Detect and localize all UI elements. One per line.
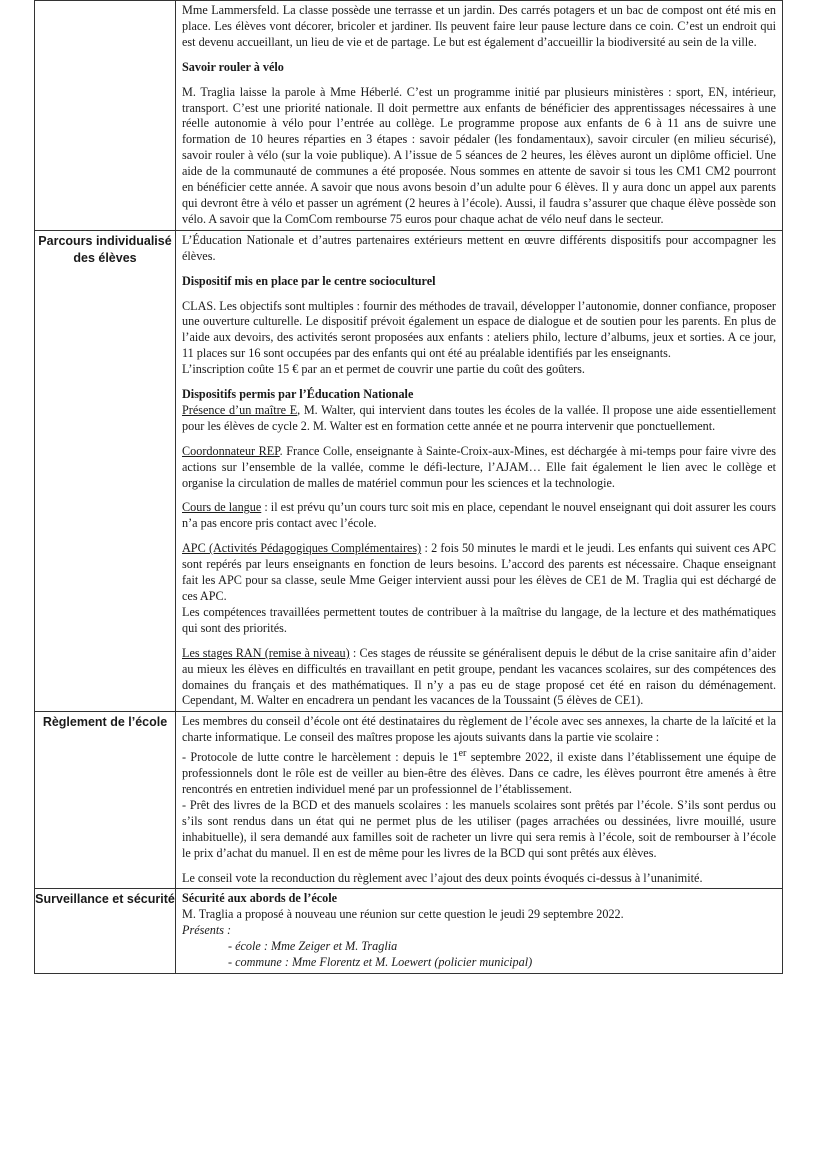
- paragraph: Les compétences travaillées permettent toutes de contribuer à la maîtrise du langage, de la lecture et des mathématiques qui sont des priorités.: [182, 604, 776, 635]
- paragraph: [182, 500, 776, 532]
- table-row: [35, 1, 783, 231]
- paragraph: [182, 403, 776, 435]
- paragraph: L’Éducation Nationale et d’autres partenaires extérieurs mettent en œuvre différents dispositifs pour accompagner les élèves.: [182, 232, 776, 263]
- section-heading: Dispositif mis en place par le centre socioculturel: [182, 273, 436, 288]
- paragraph-text: : Ces stages de réussite se généralisent depuis le début de la crise sanitaire afin d’aider au mieux les élèves en difficultés en travaillant en petit groupe, pendant les vacances scolaires, sur des compétences des domaines du français et des mathématiques. Il n’y a pas eu de stage proposé cet été en raison du déménagement. Cependant, M. Walter en encadrera un pendant les vacances de la Toussaint (5 élèves de CE1).: [182, 645, 776, 708]
- section-label: Règlement de l’école: [35, 712, 176, 889]
- paragraph: L’inscription coûte 15 € par an et permet de couvrir une partie du coût des goûters.: [182, 362, 585, 377]
- superscript: er: [458, 748, 467, 760]
- paragraph-text: , M. Walter, qui intervient dans toutes les écoles de la vallée. Il propose une aide essentiellement pour les élèves de cycle 2. M. Walter est en formation cette année et ne pourra intervenir que ponctuellement.: [182, 402, 776, 433]
- table-row: [35, 712, 783, 889]
- paragraph-text: - Protocole de lutte contre le harcèlement : depuis le 1: [182, 750, 459, 765]
- section-label: Surveillance et sécurité: [35, 889, 176, 974]
- italic-line: - école : Mme Zeiger et M. Traglia: [228, 939, 398, 954]
- paragraph: [182, 646, 776, 710]
- section-content: [176, 712, 783, 889]
- minutes-table: [34, 0, 783, 974]
- paragraph-text: : 2 fois 50 minutes le mardi et le jeudi. Les enfants qui suivent ces APC sont repérés par leurs enseignants en fonction de leurs besoins. L’accord des parents est nécessaire. Chaque enseignant fait les APC pour sa classe, seule Mme Geiger intervient aussi pour les élèves de CE1 de M. Traglia qui est déchargé de ces APC.: [182, 541, 776, 603]
- paragraph: M. Traglia a proposé à nouveau une réunion sur cette question le jeudi 29 septembre 2022.: [182, 907, 624, 922]
- section-label: Parcours individualisé des élèves: [35, 230, 176, 712]
- underlined-term: APC (Activités Pédagogiques Complémentaires): [182, 541, 422, 556]
- paragraph: [182, 746, 776, 798]
- paragraph: M. Traglia laisse la parole à Mme Héberlé. C’est un programme initié par plusieurs ministères : sport, EN, intérieur, transport. C’est une priorité nationale. Il doit permettre aux enfants de bénéficier des apprentissages nécessaires à une réelle autonomie à vélo pour l’entrée au collège. Le programme propose aux enfants de 6 à 11 ans de suivre une formation de 10 heures réparties en 3 étapes : savoir pédaler (les fondamentaux), savoir circuler (en milieu sécurisé), savoir rouler à vélo (sur la voie publique). A l’issue de 5 séances de 2 heures, les élèves auront un diplôme officiel. Une aide de la communauté de communes a été proposée. Nous sommes en attente de savoir si tous les CM1 CM2 pourront en bénéficier cette année. A savoir que nous avons besoin d’un adulte pour 6 élèves. Il y aura donc un appel aux parents qui devront être à vélo et passer un agrément (2 heures à l’école). Aussi, il faudra s’assurer que chaque élève possède son vélo. A savoir que la ComCom rembourse 75 euros pour chaque achat de vélo neuf dans le secteur.: [182, 84, 776, 226]
- underlined-term: Coordonnateur REP: [182, 443, 280, 458]
- underlined-term: Les stages RAN (remise à niveau): [182, 645, 350, 660]
- paragraph: [182, 444, 776, 492]
- table-row: [35, 889, 783, 974]
- paragraph: Mme Lammersfeld. La classe possède une terrasse et un jardin. Des carrés potagers et un bac de compost ont été mis en place. Les élèves vont décorer, bricoler et jardiner. Ils peuvent faire leur pause lecture dans ce coin. C’est un endroit qui est devenu accueillant, un lieu de vie et de partage. Le but est également d’accueillir la biodiversité au sein de la ville.: [182, 3, 776, 49]
- section-label: [35, 1, 176, 231]
- italic-line: - commune : Mme Florentz et M. Loewert (policier municipal): [228, 955, 533, 970]
- italic-line: Présents :: [182, 923, 232, 938]
- paragraph-text: : il est prévu qu’un cours turc soit mis en place, cependant le nouvel enseignant qui doit assurer les cours n’a pas encore pris contact avec l’école.: [182, 500, 776, 531]
- paragraph-text: septembre 2022, il existe dans l’établissement une équipe de professionnels dont le rôle est de veiller au bien-être des élèves. Dans ce cadre, les élèves pourront être amenés à être rencontrés en entretien individuel mené par un professionnel de l’établissement.: [182, 750, 776, 797]
- section-heading: Dispositifs permis par l’Éducation Nationale: [182, 387, 414, 402]
- section-heading: Savoir rouler à vélo: [182, 59, 284, 74]
- paragraph: Le conseil vote la reconduction du règlement avec l’ajout des deux points évoqués ci-dessus à l’unanimité.: [182, 870, 703, 885]
- paragraph: CLAS. Les objectifs sont multiples : fournir des méthodes de travail, développer l’autonomie, donner confiance, proposer une ouverture culturelle. Le dispositif prévoit également un espace de dialogue et de soutien pour les parents. En plus de l’aide aux devoirs, des activités seront proposées aux enfants : ateliers philo, lecture d’albums, jeux et sorties. A ce jour, 11 places sur 16 sont occupées par des enfants qui ont été au préalable identifiés par les enseignants.: [182, 298, 776, 361]
- paragraph: [182, 541, 776, 605]
- paragraph: - Prêt des livres de la BCD et des manuels scolaires : les manuels scolaires sont prêtés par l’école. S’ils sont perdus ou s’ils sont rendus dans un état qui ne permet plus de les utiliser (pages arrachées ou dessinées, livre mouillé, usure inhabituelle), il sera demandé aux familles soit de racheter un livre qui sera remis à l’école, soit de rembourser à l’école le prix d’achat du manuel. Il en est de même pour les livres de la BCD qui sont prêtés aux élèves.: [182, 797, 776, 860]
- underlined-term: Cours de langue: [182, 500, 262, 515]
- section-content: [176, 1, 783, 231]
- section-heading: Sécurité aux abords de l’école: [182, 891, 338, 906]
- paragraph-text: . France Colle, enseignante à Sainte-Croix-aux-Mines, est déchargée à mi-temps pour faire vivre des actions sur l’ensemble de la vallée, comme le défi-lecture, l’AJAM… Elle fait également le lien avec le collège et organise la circulation de malles de matériel commun pour les sciences et la technologie.: [182, 443, 776, 490]
- table-row: [35, 230, 783, 712]
- section-content: [176, 230, 783, 712]
- underlined-term: Présence d’un maître E: [182, 402, 298, 417]
- minutes-page: [34, 0, 783, 974]
- paragraph: Les membres du conseil d’école ont été destinataires du règlement de l’école avec ses annexes, la charte de la laïcité et la charte informatique. Le conseil des maîtres propose les ajouts suivants dans la partie vie scolaire :: [182, 714, 776, 745]
- section-content: [176, 889, 783, 974]
